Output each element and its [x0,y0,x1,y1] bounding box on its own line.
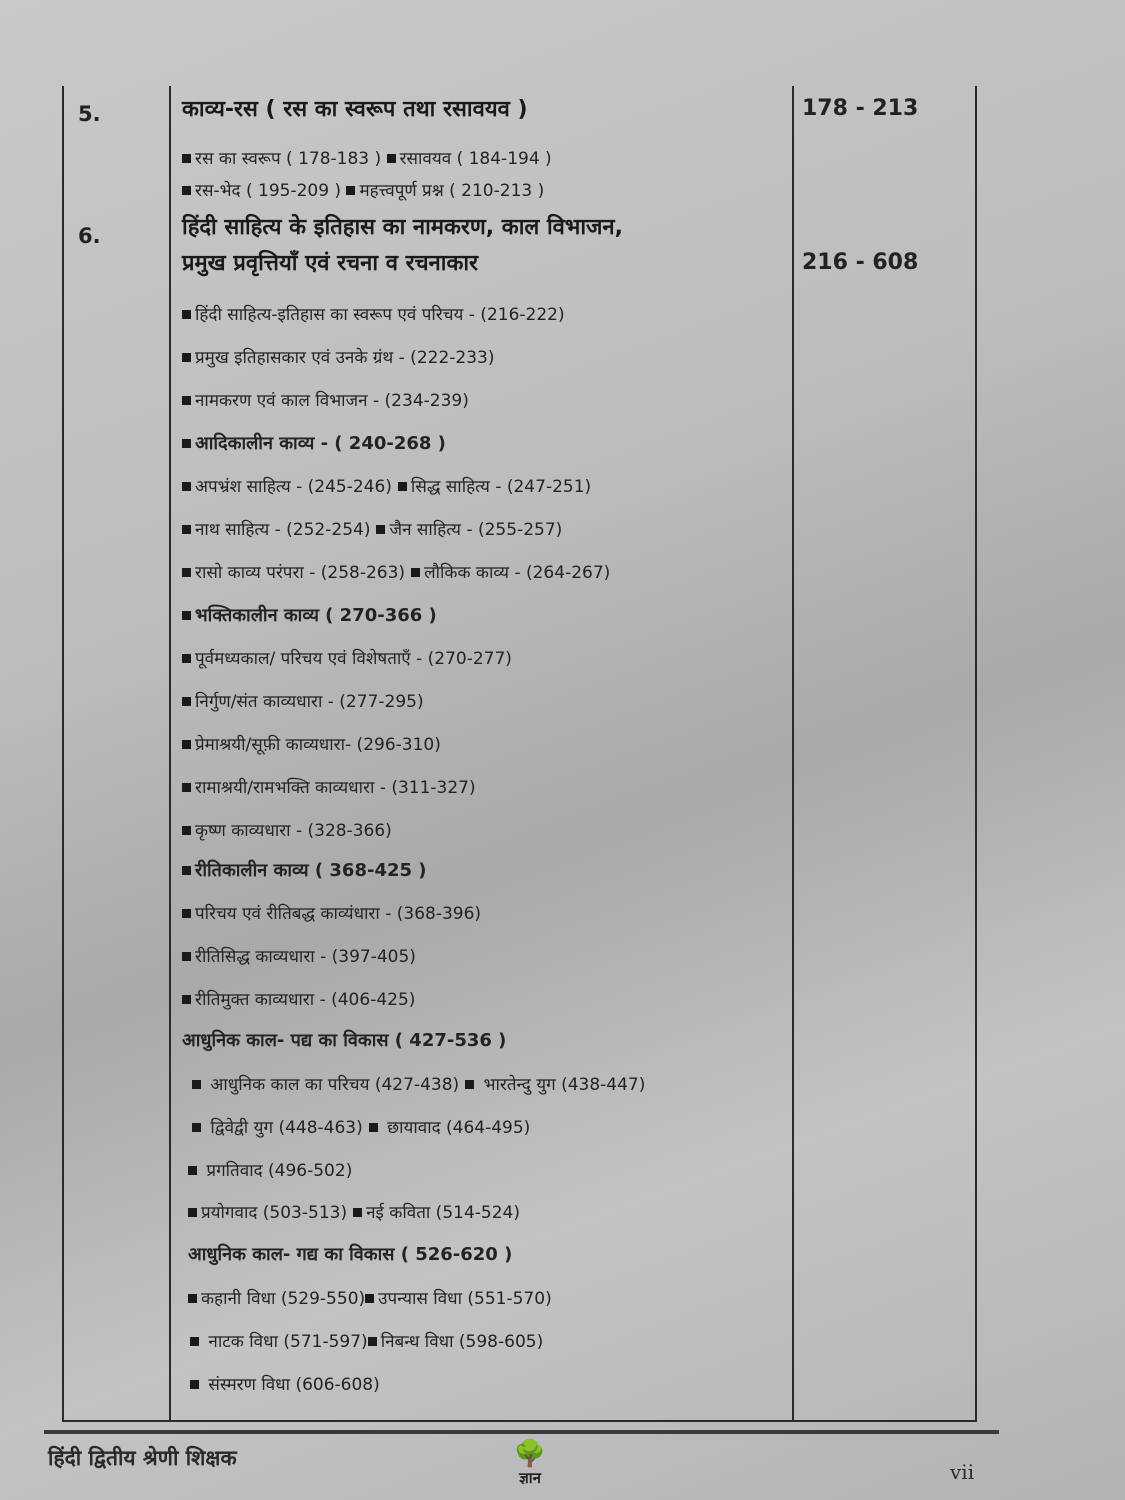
bullet-icon [182,952,191,961]
toc-line: परिचय एवं रीतिबद्ध काव्यंधारा - (368-396) [182,901,481,924]
bullet-icon [369,1123,378,1132]
bullet-icon [182,697,191,706]
bullet-icon [182,396,191,405]
bullet-icon [182,154,191,163]
toc-line: प्रेमाश्रयी/सूफ़ी काव्यधारा- (296-310) [182,732,441,755]
column-divider [792,86,794,1420]
toc-line: द्विवेद्वी युग (448-463) छायावाद (464-495) [192,1115,530,1138]
bullet-icon [190,1380,199,1389]
chapter-pages: 216 - 608 [802,250,919,275]
bullet-icon [182,310,191,319]
toc-subheading: आधुनिक काल- गद्य का विकास ( 526-620 ) [188,1244,513,1265]
bullet-icon [182,995,191,1004]
toc-line: रस का स्वरूप ( 178-183 ) रसावयव ( 184-194 ) [182,146,552,169]
toc-line: प्रगतिवाद (496-502) [188,1158,352,1181]
publisher-logo [500,1440,560,1488]
bullet-icon [182,826,191,835]
toc-line: कहानी विधा (529-550) उपन्यास विधा (551-570) [188,1286,552,1309]
bullet-icon [182,439,191,448]
toc-line: संस्मरण विधा (606-608) [190,1372,380,1395]
bullet-icon [188,1294,197,1303]
toc-line: नामकरण एवं काल विभाजन - (234-239) [182,388,469,411]
bullet-icon [465,1080,474,1089]
bullet-icon [398,482,407,491]
toc-line: रस-भेद ( 195-209 ) महत्त्वपूर्ण प्रश्न ( 210-213 ) [182,178,544,201]
bullet-icon [182,783,191,792]
toc-line: कृष्ण काव्यधारा - (328-366) [182,818,392,841]
chapter-title: काव्य-रस ( रस का स्वरूप तथा रसावयव ) [182,97,528,122]
toc-line: नाथ साहित्य - (252-254) जैन साहित्य - (255-257) [182,517,562,540]
chapter-title-line2: प्रमुख प्रवृत्तियाँ एवं रचना व रचनाकार [182,251,479,276]
tree-icon: 🌳 [513,1439,547,1469]
book-title: हिंदी द्वितीय श्रेणी शिक्षक [48,1446,237,1470]
toc-subheading: आधुनिक काल- पद्य का विकास ( 427-536 ) [182,1030,507,1051]
chapter-number: 5. [78,102,101,126]
toc-subheading: रीतिकालीन काव्य ( 368-425 ) [182,858,427,882]
bullet-icon [376,525,385,534]
bullet-icon [346,186,355,195]
toc-line: अपभ्रंश साहित्य - (245-246) सिद्ध साहित्य - (247-251) [182,474,591,497]
chapter-number: 6. [78,224,101,248]
bullet-icon [182,909,191,918]
toc-line: रीतिसिद्ध काव्यधारा - (397-405) [182,944,416,967]
logo-label: ज्ञान [519,1469,541,1487]
toc-subheading: आदिकालीन काव्य - ( 240-268 ) [182,431,446,455]
bullet-icon [192,1080,201,1089]
toc-line: आधुनिक काल का परिचय (427-438) भारतेन्दु युग (438-447) [192,1072,645,1095]
bullet-icon [353,1208,362,1217]
bullet-icon [188,1208,197,1217]
bullet-icon [387,154,396,163]
bullet-icon [182,525,191,534]
toc-line: हिंदी साहित्य-इतिहास का स्वरूप एवं परिचय - (216-222) [182,302,565,325]
bullet-icon [365,1294,374,1303]
toc-line: रीतिमुक्त काव्यधारा - (406-425) [182,987,415,1010]
bullet-icon [182,482,191,491]
bullet-icon [182,654,191,663]
footer-divider [44,1430,999,1434]
chapter-title-line1: हिंदी साहित्य के इतिहास का नामकरण, काल विभाजन, [182,215,623,240]
toc-line: प्रयोगवाद (503-513) नई कविता (514-524) [188,1200,520,1223]
toc-subheading: भक्तिकालीन काव्य ( 270-366 ) [182,603,437,627]
bullet-icon [182,866,191,875]
chapter-pages: 178 - 213 [802,96,919,121]
bullet-icon [192,1123,201,1132]
bullet-icon [190,1337,199,1346]
bullet-icon [368,1337,377,1346]
toc-line: निर्गुण/संत काव्यधारा - (277-295) [182,689,424,712]
toc-line: रासो काव्य परंपरा - (258-263) लौकिक काव्य - (264-267) [182,560,610,583]
bullet-icon [188,1166,197,1175]
toc-line: पूर्वमध्यकाल/ परिचय एवं विशेषताएँ - (270-277) [182,646,512,669]
page-number: vii [950,1460,975,1484]
column-divider [169,86,171,1420]
toc-line: रामाश्रयी/रामभक्ति काव्यधारा - (311-327) [182,775,476,798]
toc-line: नाटक विधा (571-597) निबन्ध विधा (598-605) [190,1329,543,1352]
bullet-icon [182,353,191,362]
table-of-contents [62,86,977,1422]
bullet-icon [182,568,191,577]
bullet-icon [411,568,420,577]
toc-line: प्रमुख इतिहासकार एवं उनके ग्रंथ - (222-233) [182,345,494,368]
bullet-icon [182,740,191,749]
bullet-icon [182,611,191,620]
bullet-icon [182,186,191,195]
